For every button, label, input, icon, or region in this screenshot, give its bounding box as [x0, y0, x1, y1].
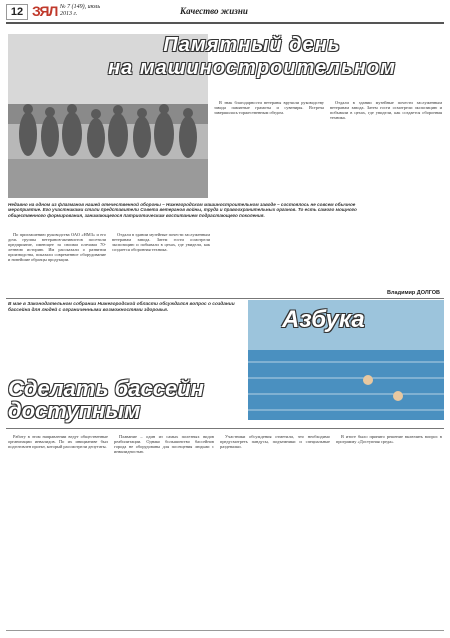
article1-column-2: Отдали в здании музейные почести заслуженным ветеранам завода. Затем гости осмотрели экспозицию и побывали в цехах, где увидели, как создается оборонная техника. [112, 232, 210, 253]
headline-line-2: на машиностроительном [108, 57, 396, 79]
article2-column-3: Участники обсуждения отметили, что необходимо предусмотреть пандусы, подъемники и специальные раздевалки. [220, 434, 330, 450]
column-divider [6, 428, 444, 429]
footer-divider [6, 630, 444, 631]
article1-column-3: В знак благодарности ветераны вручили руководству завода памятные грамоты и сувениры. Встреча завершилась торжественным обедом. [214, 100, 324, 116]
article1-headline [60, 34, 444, 98]
article2-column-1: Работу в этом направлении ведут общественные организации инвалидов. По их инициативе был подготовлен проект, который рассмотрели депутаты. [8, 434, 108, 450]
section-divider [6, 298, 444, 299]
article1-column-1: По приглашению руководства ОАО «НМЗ» и его дочь группы ветеранов-активистов посетили предприятие, имеющее за своими плечами 70-летнюю историю. Им рассказали о развитии производства, показали современное оборудование и новейшие образцы продукции. [8, 232, 106, 263]
page-number: 12 [6, 4, 28, 20]
issue-info: № 7 (149), июль 2013 г. [60, 4, 101, 17]
article2-lead: В мае в Законодательном собрании Нижегородской области обсуждался вопрос о создании бассейна для людей с ограниченными возможностями здоровья. [8, 302, 235, 313]
rubric-title: Качество жизни [180, 6, 248, 16]
article1-column-4: Отдали в здании музейные почести заслуженным ветеранам завода. Затем гости осмотрели экспозицию и побывали в цехах, где увидели, как создается оборонная техника. [330, 100, 442, 121]
azbuka-heading: Азбука [282, 306, 365, 333]
headline2-line-1: Сделать бассейн [8, 376, 204, 401]
headline2-line-2: доступным [8, 398, 141, 423]
article2-column-2: Плавание – один из самых полезных видов реабилитации. Однако большинство бассейнов города не оборудованы для посещения людьми с инвалидностью. [114, 434, 214, 455]
article2-headline [8, 378, 238, 422]
headline-line-1: Памятный день [163, 34, 341, 56]
article2-column-4: В итоге было принято решение включить вопрос в программу «Доступная среда». [336, 434, 442, 445]
article1-author: Владимир ДОЛГОВ [387, 290, 440, 296]
header-divider [6, 22, 444, 24]
photo-caption: Недавно на одном из флагманов нашей отечественной обороны – Нижегородском машиностроительном заводе – состоялось не совсем обычное мероприятие. Его участниками стали представители Совета ветеранов войны, труда и правоохранительных органов. То есть самого мощного общественного формирования, занимающегося патриотическим воспитанием подрастающего поколения. [8, 202, 357, 218]
newspaper-logo: ЗЯЛ [32, 3, 58, 19]
